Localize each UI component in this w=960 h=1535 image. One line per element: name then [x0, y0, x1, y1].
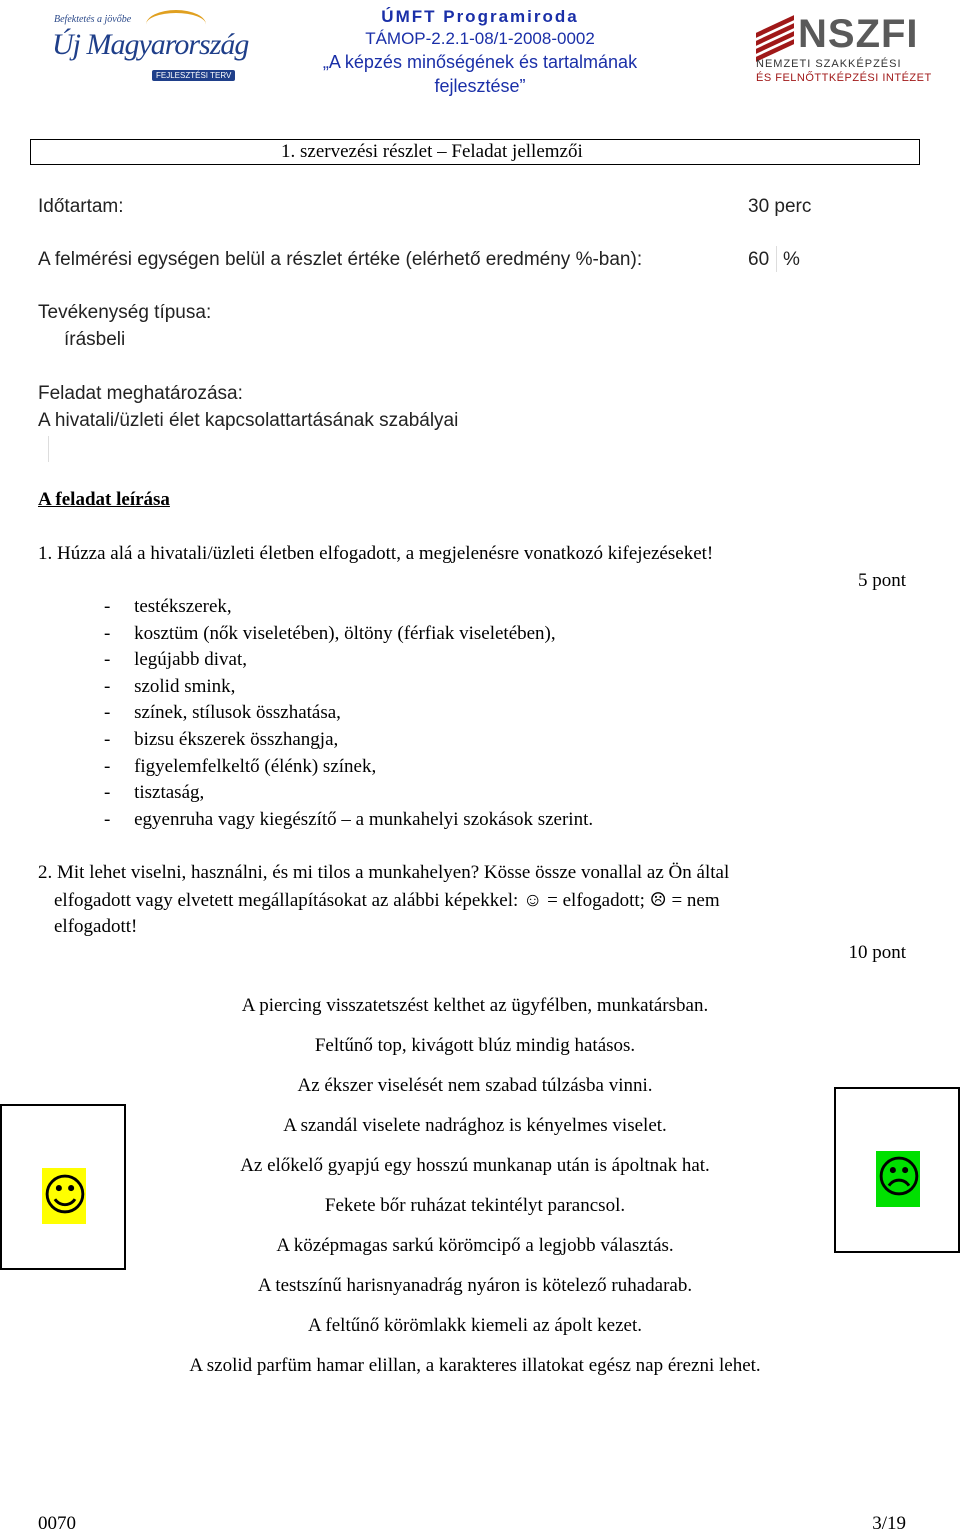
- list-item: - egyenruha vagy kiegészítő – a munkahelyi szokások szerint.: [104, 808, 594, 830]
- nszfi-subtitle-1: NEMZETI SZAKKÉPZÉSI: [756, 58, 902, 70]
- list-item: - figyelemfelkeltő (élénk) színek,: [104, 755, 377, 777]
- task2-line-1: 2. Mit lehet viselni, használni, és mi tilos a munkahelyen? Kösse össze vonallal az Ön által: [38, 862, 730, 883]
- header-program-code: TÁMOP-2.2.1-08/1-2008-0002: [365, 29, 595, 48]
- logo-brand: Új Magyarország: [52, 28, 249, 61]
- list-item: - kosztüm (nők viseletében), öltöny (férfiak viseletében),: [104, 622, 556, 644]
- statement-item[interactable]: A középmagas sarkú körömcipő a legjobb választás.: [276, 1235, 674, 1256]
- duration-label: Időtartam:: [38, 196, 124, 217]
- header-project-title-1: „A képzés minőségének és tartalmának: [322, 52, 638, 72]
- task2-line-2: elfogadott vagy elvetett megállapításokat az alábbi képekkel: ☺ = elfogadott; ☹ = nem: [54, 890, 720, 911]
- activity-label: Tevékenység típusa:: [38, 302, 212, 323]
- weight-value: 60: [748, 249, 770, 270]
- list-item: - tisztaság,: [104, 782, 205, 804]
- weight-label: A felmérési egységen belül a részlet értéke (elérhető eredmény %-ban):: [38, 249, 643, 270]
- list-item: - színek, stílusok összhatása,: [104, 702, 341, 724]
- statement-item[interactable]: Az ékszer viselését nem szabad túlzásba vinni.: [297, 1075, 653, 1096]
- weight-unit: %: [783, 249, 800, 270]
- statement-item[interactable]: Az előkelő gyapjú egy hosszú munkanap után is ápoltnak hat.: [240, 1155, 710, 1176]
- task1-prompt: 1. Húzza alá a hivatali/üzleti életben elfogadott, a megjelenésre vonatkozó kifejezéseket!: [38, 543, 714, 564]
- nszfi-name: NSZFI: [798, 12, 919, 56]
- statement-item[interactable]: A testszínű harisnyanadrág nyáron is kötelező ruhadarab.: [257, 1275, 693, 1296]
- smiley-icon: ☺: [42, 1168, 86, 1224]
- header-project-title-2: fejlesztése”: [434, 76, 526, 96]
- header-org: ÚMFT Programiroda: [381, 7, 579, 26]
- task-definition-label: Feladat meghatározása:: [38, 383, 243, 404]
- statement-item[interactable]: A szandál viselete nadrághoz is kényelmes viselet.: [283, 1115, 667, 1136]
- statement-item[interactable]: Feltűnő top, kivágott blúz mindig hatásos.: [314, 1035, 636, 1056]
- task1-points: 5 pont: [857, 570, 906, 591]
- footer-code: 0070: [38, 1513, 76, 1534]
- logo-badge: FEJLESZTÉSI TERV: [152, 70, 235, 81]
- frowny-icon: ☹: [876, 1151, 920, 1207]
- list-item: - testékszerek,: [104, 596, 232, 617]
- nszfi-logo: [752, 12, 932, 88]
- task-cursor-line: [48, 436, 49, 462]
- accepted-target-box[interactable]: [0, 1104, 126, 1270]
- statement-item[interactable]: Fekete bőr ruházat tekintélyt parancsol.: [324, 1195, 626, 1216]
- task-definition-value: A hivatali/üzleti élet kapcsolattartásának szabályai: [38, 410, 459, 431]
- header-center: [240, 6, 720, 98]
- uj-magyarorszag-logo: [50, 8, 249, 94]
- footer-page-number: 3/19: [872, 1513, 906, 1534]
- task1-list: [104, 596, 864, 835]
- activity-value: írásbeli: [64, 329, 126, 350]
- nszfi-mark-icon: [756, 20, 794, 54]
- task2-line-3: elfogadott!: [54, 916, 138, 937]
- duration-value: 30 perc: [748, 196, 812, 217]
- statement-item[interactable]: A szolid parfüm hamar elillan, a karakteres illatokat egész nap érezni lehet.: [189, 1355, 761, 1376]
- list-item: - bizsu ékszerek összhangja,: [104, 728, 339, 750]
- logo-tagline: Befektetés a jövőbe: [54, 14, 132, 25]
- statement-item[interactable]: A piercing visszatetszést kelthet az ügyfélben, munkatársban.: [241, 995, 709, 1016]
- task2-points: 10 pont: [848, 942, 906, 963]
- list-item: - legújabb divat,: [104, 649, 247, 671]
- description-heading: A feladat leírása: [38, 489, 170, 510]
- section-title: 1. szervezési részlet – Feladat jellemzői: [281, 141, 583, 162]
- rejected-target-box[interactable]: [834, 1087, 960, 1253]
- weight-divider: [776, 246, 777, 272]
- statement-item[interactable]: A feltűnő körömlakk kiemeli az ápolt kezet.: [308, 1315, 642, 1336]
- section-title-box: [30, 139, 920, 165]
- nszfi-subtitle-2: ÉS FELNŐTTKÉPZÉSI INTÉZET: [756, 72, 932, 84]
- list-item: - szolid smink,: [104, 675, 236, 697]
